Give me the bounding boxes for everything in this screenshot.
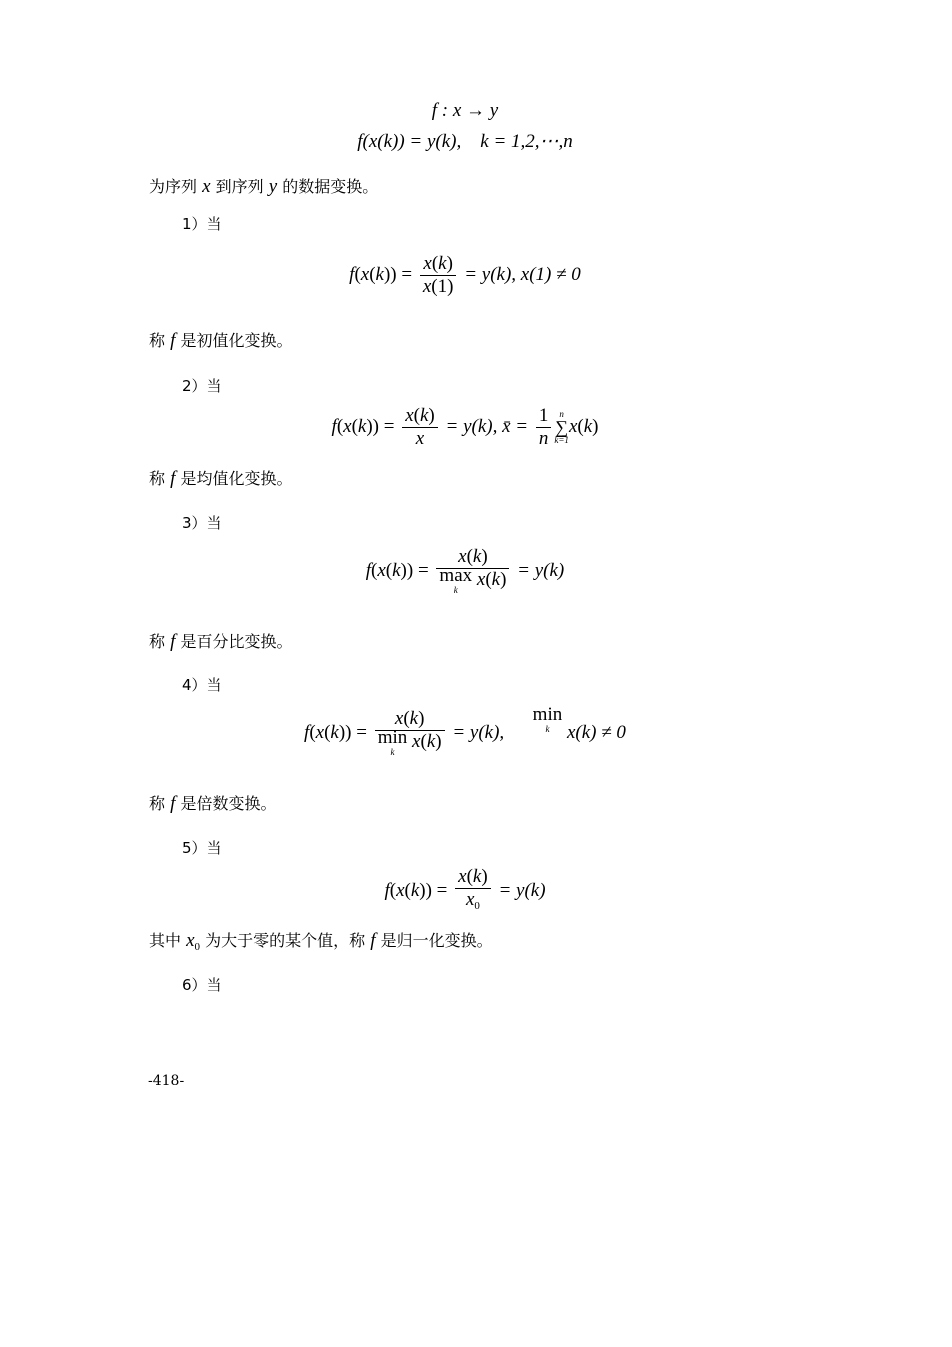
intro-paragraph: 为序列 x 到序列 y 的数据变换。: [149, 176, 379, 197]
conclusion-2: 称 f 是均值化变换。: [149, 468, 293, 489]
case-6-label: 6）当: [182, 976, 222, 994]
equation-normalization: f(x(k)) = $\frac{x(k)}{x_0}$ = y(k): [0, 866, 930, 917]
equation-multiple: f(x(k)) = x(k) min k x(k) = y(k), min k x(k) ≠ 0: [304, 704, 626, 757]
mapping-text: f : x → y: [431, 100, 499, 121]
case-1-label: 1）当: [182, 215, 222, 233]
fraction-mean: $\frac{x(k)}{x}$: [402, 405, 438, 450]
sum-operator: n ∑ k=1: [554, 409, 569, 445]
page-number: -418-: [148, 1073, 185, 1089]
case-2-label: 2）当: [182, 377, 222, 395]
definition-range: k = 1,2,⋯,n: [480, 131, 573, 152]
fraction-normalization: $\frac{x(k)}{x_0}$: [455, 866, 491, 917]
equation-percentage: f(x(k)) = x(k) max k x(k) = y(k): [365, 546, 565, 595]
case-5-label: 5）当: [182, 839, 222, 857]
case-3-label: 3）当: [182, 514, 222, 532]
fraction-initial: $\frac{x(k)}{x(1)}$: [420, 253, 457, 298]
conclusion-5: 其中 $x_0$ 为大于零的某个值，称 f 是归一化变换。: [149, 930, 493, 953]
equation-definition: [0, 130, 930, 153]
fraction-percentage: x(k) max k x(k): [436, 546, 509, 597]
equation-mapping: [0, 100, 930, 122]
equation-mean: f(x(k)) = $\frac{x(k)}{x}$ = y(k), x̄ = $\frac{1}{n}$ n ∑ k=1 x(k): [331, 405, 599, 449]
equation-initial-value: f(x(k)) = $\frac{x(k)}{x(1)}$ = y(k), x(1) ≠ 0: [349, 253, 581, 297]
case-4-label: 4）当: [182, 676, 222, 694]
fraction-multiple: x(k) min k x(k): [375, 708, 445, 759]
conclusion-4: 称 f 是倍数变换。: [149, 793, 277, 814]
definition-lhs: f(x(k)) = y(k),: [357, 131, 462, 152]
conclusion-1: 称 f 是初值化变换。: [149, 330, 293, 351]
conclusion-3: 称 f 是百分比变换。: [149, 631, 293, 652]
